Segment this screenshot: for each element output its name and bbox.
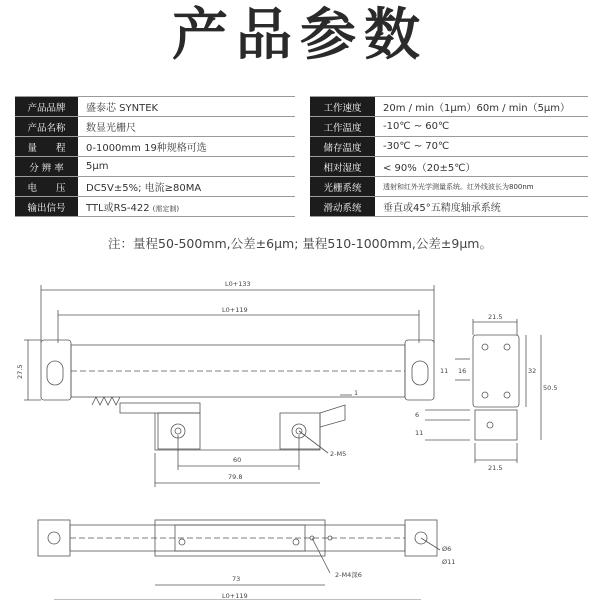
spec-key: 产品名称 [15, 117, 78, 137]
bottom-dim-l0-119-label: L0+119 [222, 592, 248, 600]
spec-row [15, 117, 295, 137]
spec-value-text: 5μm [86, 161, 109, 172]
spec-value-text: 透射和红外光学测量系统。红外线波长为800nm [383, 182, 534, 191]
side-dim-11: 11 [440, 367, 449, 375]
spec-value-text: < 90%（20±5℃） [383, 163, 476, 174]
spec-value [78, 97, 295, 117]
top-view [16, 280, 434, 487]
spec-key: 工作温度 [310, 117, 375, 137]
side-dim-21-5-top: 21.5 [488, 313, 503, 321]
spec-key: 工作速度 [310, 97, 375, 117]
spec-value-text: DC5V±5%; 电流≥80MA [86, 183, 202, 194]
bottom-dim-d6-label: Ø6 [442, 545, 452, 553]
side-dim-11b: 11 [415, 429, 424, 437]
spec-value-text: TTL或RS-422 [86, 203, 150, 214]
spec-row [15, 137, 295, 157]
spec-row [310, 197, 588, 217]
spec-value [375, 197, 588, 217]
spec-value-note: (需定制) [152, 205, 180, 213]
spec-key: 相对湿度 [310, 157, 375, 177]
spec-value [78, 177, 295, 197]
side-dim-50-5: 50.5 [543, 384, 558, 392]
spec-row [15, 97, 295, 117]
side-dim-16: 16 [458, 367, 467, 375]
spec-value [78, 137, 295, 157]
tolerance-note: 注：量程50-500mm,公差±6μm; 量程510-1000mm,公差±9μm。 [108, 236, 492, 251]
spec-table-right [310, 96, 588, 217]
spec-value-text: 盛泰芯 SYNTEK [86, 103, 159, 114]
side-dim-6: 6 [415, 411, 420, 419]
side-view [415, 313, 557, 472]
technical-drawing [0, 255, 600, 600]
dim-l0-119-label: L0+119 [222, 306, 248, 314]
bottom-dim-d11-label: Ø11 [442, 558, 456, 566]
dim-m5-label: 2-M5 [330, 450, 347, 458]
side-dim-21-5-bottom: 21.5 [488, 464, 503, 472]
spec-value [78, 157, 295, 177]
page-title: 产品参数 [172, 3, 428, 68]
spec-key: 分 辨 率 [15, 157, 78, 177]
spec-value [375, 97, 588, 117]
dim-l0-133-label: L0+133 [225, 280, 251, 288]
spec-value-text: -30℃ ~ 70℃ [383, 141, 450, 152]
spec-row [310, 117, 588, 137]
spec-value [375, 157, 588, 177]
spec-key: 量 程 [15, 137, 78, 157]
spec-key: 输出信号 [15, 197, 78, 217]
spec-value-text: 0-1000mm 19种规格可选 [86, 143, 207, 154]
bottom-dim-m4-label: 2-M4深6 [335, 571, 362, 579]
spec-value [375, 177, 588, 197]
spec-value-text: -10℃ ~ 60℃ [383, 121, 450, 132]
spec-key: 产品品牌 [15, 97, 78, 117]
spec-key: 储存温度 [310, 137, 375, 157]
spec-row [15, 197, 295, 217]
spec-row [310, 157, 588, 177]
bottom-view [38, 520, 455, 600]
spec-value [375, 117, 588, 137]
bottom-dim-73-label: 73 [232, 575, 241, 583]
spec-table-left [15, 96, 295, 217]
spec-row [15, 177, 295, 197]
dim-1-label: 1 [354, 389, 359, 397]
spec-value-text: 垂直或45°五精度轴承系统 [383, 203, 501, 214]
spec-value-text: 数显光栅尺 [86, 123, 136, 134]
dim-60-label: 60 [233, 456, 242, 464]
spec-key: 滑动系统 [310, 197, 375, 217]
spec-row [310, 177, 588, 197]
dim-79-8-label: 79.8 [228, 473, 243, 481]
spec-value-text: 20m / min（1μm）60m / min（5μm） [383, 103, 571, 114]
spec-row [15, 157, 295, 177]
spec-key: 电 压 [15, 177, 78, 197]
spec-value [78, 117, 295, 137]
side-dim-32: 32 [528, 367, 537, 375]
dim-27-5-label: 27.5 [16, 364, 24, 379]
spec-row [310, 97, 588, 117]
spec-value [375, 137, 588, 157]
spec-key: 光栅系统 [310, 177, 375, 197]
spec-value [78, 197, 295, 217]
spec-row [310, 137, 588, 157]
